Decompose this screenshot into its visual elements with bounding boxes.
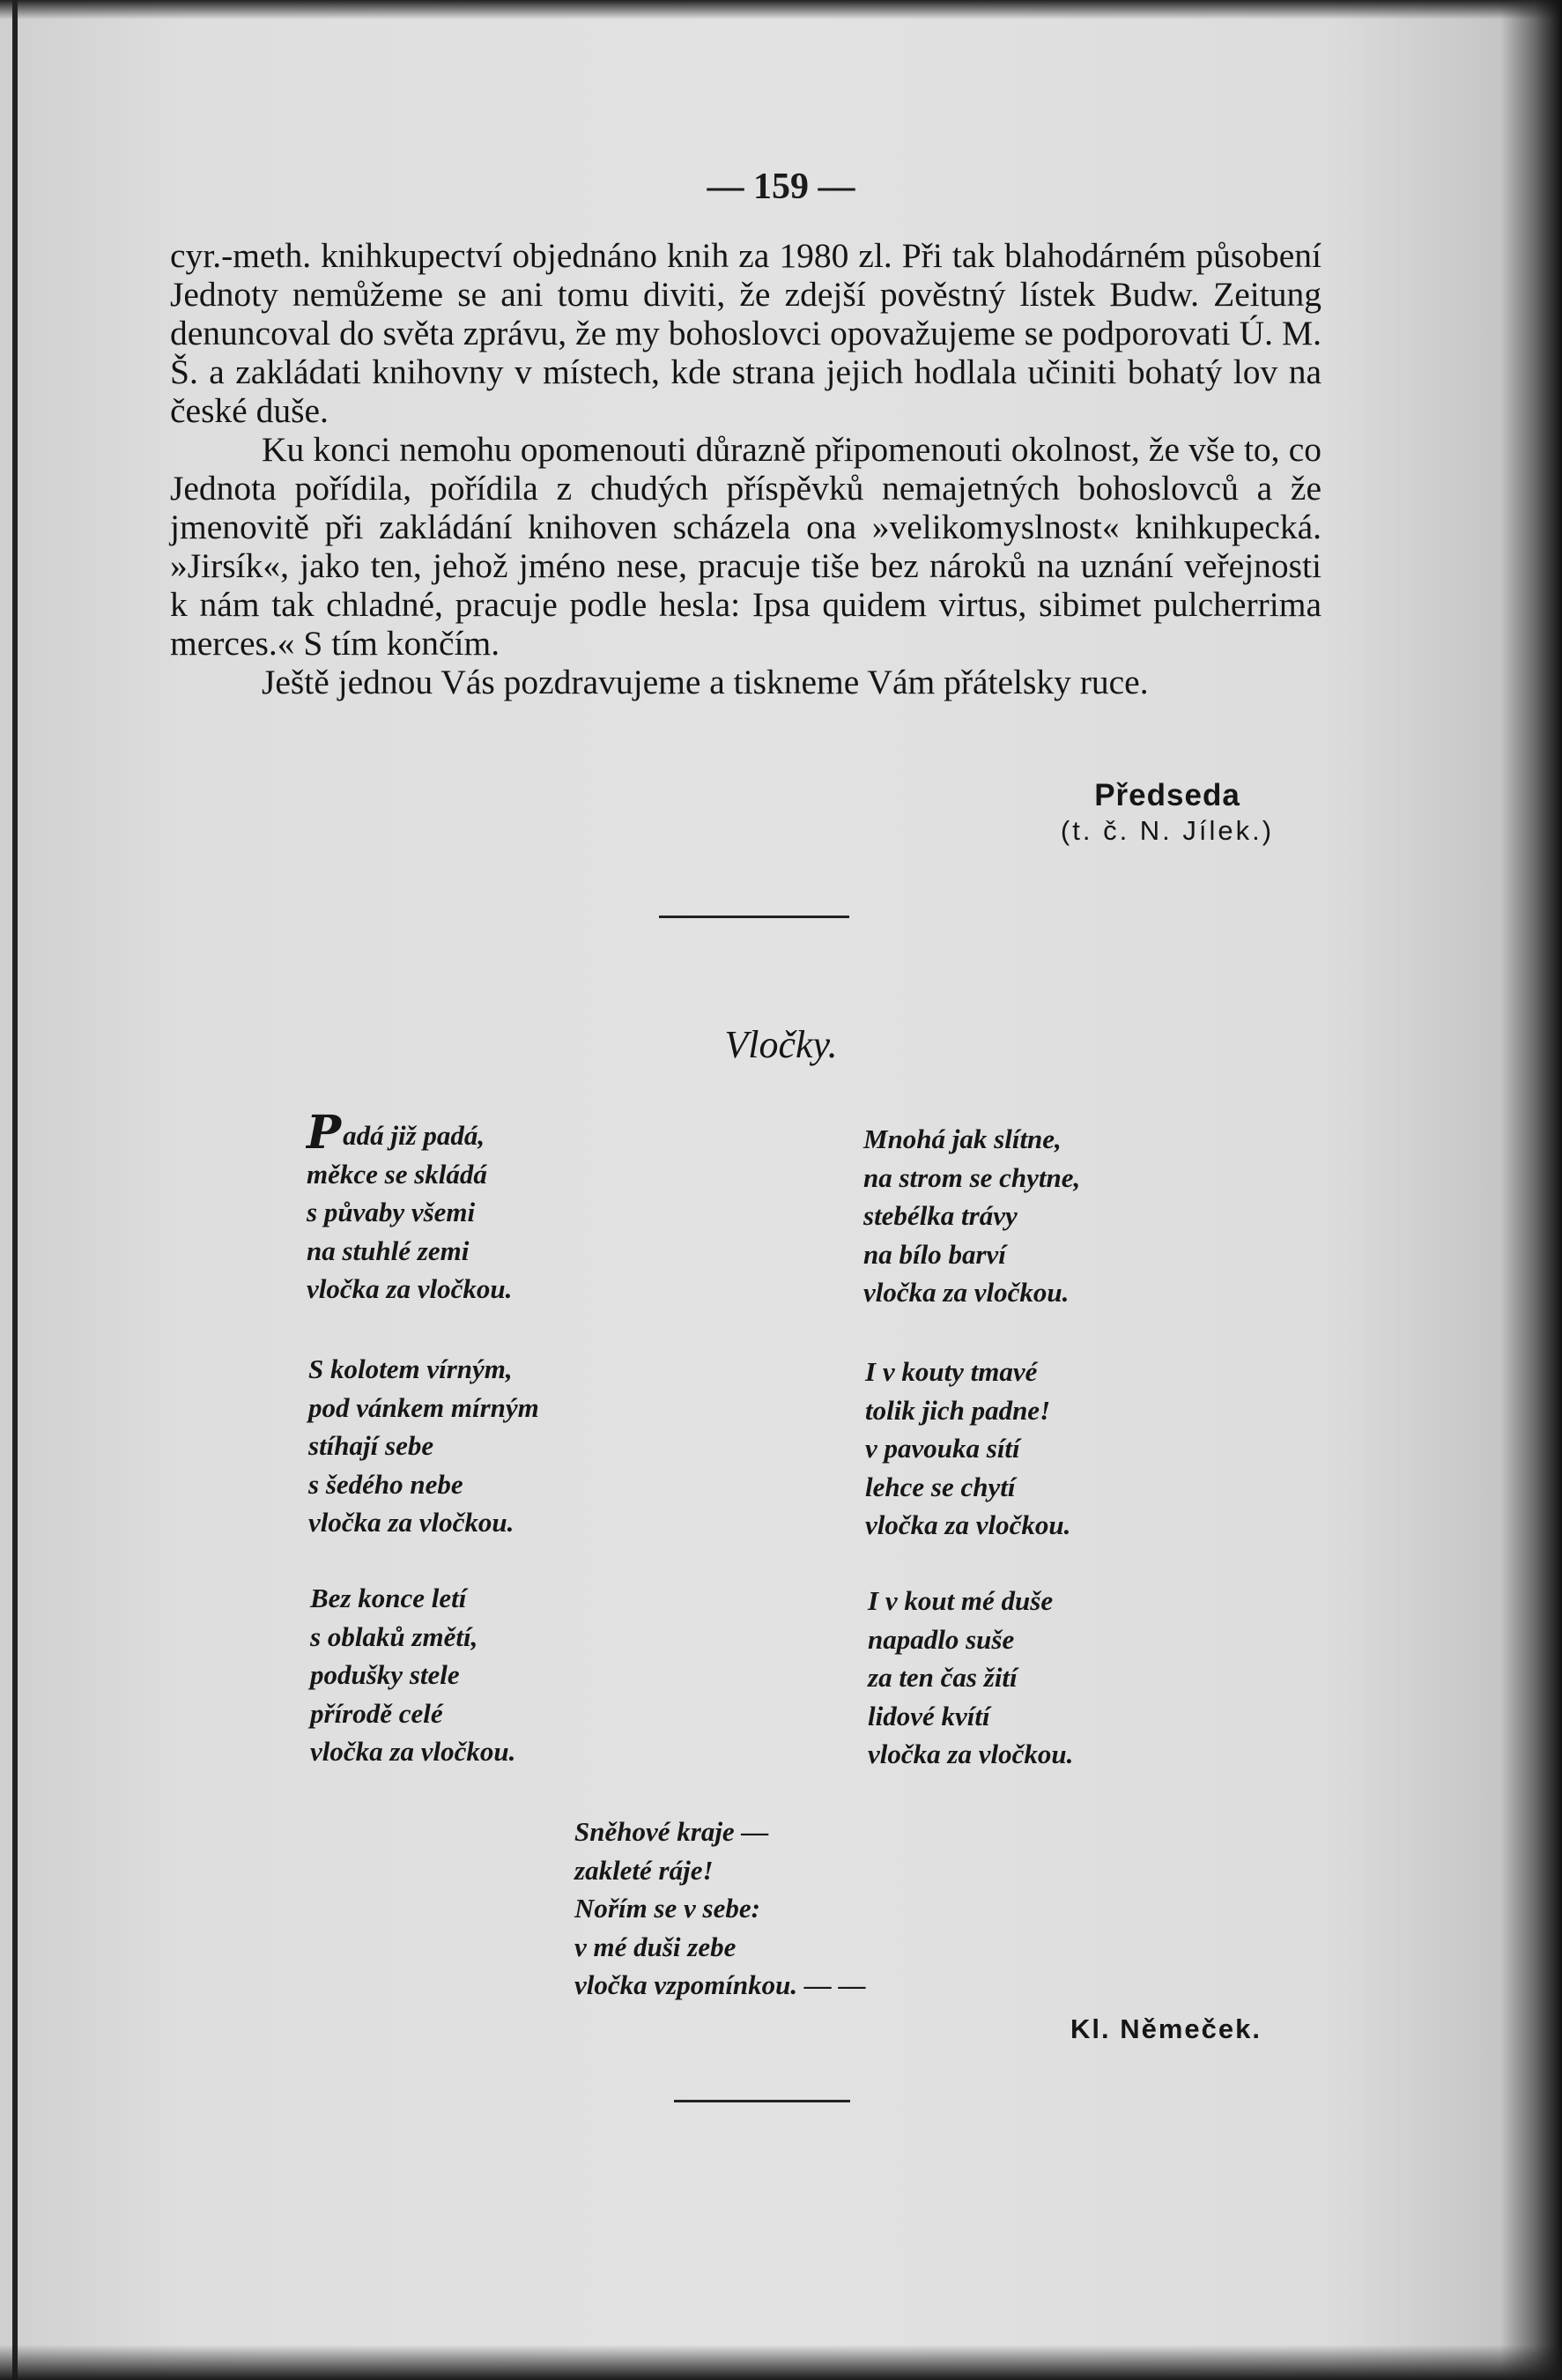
poem-stanza bbox=[307, 1106, 800, 1309]
scan-shadow-top bbox=[0, 0, 1562, 19]
poem-line: tolik jich padne! bbox=[865, 1394, 1051, 1426]
poem-line: vločka za vločkou. bbox=[865, 1509, 1071, 1540]
poem-line: s šedého nebe bbox=[308, 1468, 463, 1500]
poem-line: s oblaků změtí, bbox=[310, 1620, 478, 1652]
poem-stanza bbox=[868, 1582, 1361, 1774]
poem-line: vločka vzpomínkou. — — bbox=[574, 1969, 866, 2000]
poem-line: přírodě celé bbox=[310, 1697, 443, 1729]
poem-line: na strom se chytne, bbox=[863, 1161, 1081, 1193]
poem-line: adá již padá, bbox=[343, 1120, 485, 1151]
scan-shadow-right bbox=[1500, 0, 1562, 2380]
poem-line: podušky stele bbox=[310, 1659, 460, 1690]
letter-body bbox=[170, 236, 1321, 701]
poem-line: vločka za vločkou. bbox=[308, 1507, 514, 1538]
poem-line: pod vánkem mírným bbox=[308, 1391, 539, 1423]
paragraph: Ku konci nemohu opomenouti důrazně připomenouti okolnost, že vše to, co Jednota pořídila, pořídila z chudých příspěvků nemajetných bohoslovců a že jmenovitě při zakládání knihoven scházela ona »velikomyslnost« knihkupecká. »Jirsík«, jako ten, jehož jméno nese, pracuje tiše bez nároků na uznání veřejnosti k nám tak chladné, pracuje podle hesla: Ipsa quidem virtus, sibimet pulcherrima merces.« S tím končím. bbox=[170, 430, 1321, 663]
poem-line: vločka za vločkou. bbox=[863, 1277, 1070, 1308]
poem-author: Kl. Němeček. bbox=[1070, 2013, 1262, 2044]
poem-line: I v kout mé duše bbox=[868, 1585, 1054, 1616]
poem-line: za ten čas žití bbox=[868, 1662, 1018, 1693]
scan-shadow-bottom bbox=[0, 2345, 1562, 2380]
poem-line: stebélka trávy bbox=[863, 1200, 1018, 1231]
signature-block bbox=[969, 778, 1366, 849]
poem-line: v pavouka sítí bbox=[865, 1433, 1020, 1464]
poem-line: S kolotem vírným, bbox=[308, 1353, 513, 1384]
poem-line: Bez konce letí bbox=[310, 1583, 467, 1613]
section-divider bbox=[659, 916, 849, 918]
poem-stanza bbox=[310, 1579, 803, 1771]
poem-line: na bílo barví bbox=[863, 1238, 1006, 1270]
poem-line: vločka za vločkou. bbox=[307, 1273, 513, 1304]
poem-stanza bbox=[574, 1813, 1068, 2005]
poem-line: zakleté ráje! bbox=[574, 1854, 714, 1886]
poem-line: vločka za vločkou. bbox=[868, 1739, 1074, 1769]
signature-name: (t. č. N. Jílek.) bbox=[1060, 815, 1275, 846]
poem-stanza bbox=[865, 1353, 1358, 1545]
paragraph: cyr.-meth. knihkupectví objednáno knih za 1980 zl. Při tak blahodárném působení Jednoty nemůžeme se ani tomu diviti, že zdejší pověstný lístek Budw. Zeitung denuncoval do světa zprávu, že my bohoslovci opovažujeme se podporovati Ú. M. Š. a zakládati knihovny v místech, kde strana jejich hodlala učiniti bohatý lov na české duše. bbox=[170, 236, 1321, 430]
poem-stanza bbox=[863, 1120, 1357, 1312]
page-number: — 159 — bbox=[707, 167, 855, 207]
poem-line: na stuhlé zemi bbox=[307, 1234, 470, 1266]
poem-line: měkce se skládá bbox=[307, 1158, 487, 1190]
poem-line: vločka za vločkou. bbox=[310, 1736, 516, 1767]
poem-line: Mnohá jak slítne, bbox=[863, 1123, 1062, 1154]
paragraph: Ještě jednou Vás pozdravujeme a tiskneme Vám přátelsky ruce. bbox=[262, 663, 1149, 701]
poem-line: lehce se chytí bbox=[865, 1471, 1016, 1502]
poem-line: lidové kvítí bbox=[868, 1700, 990, 1731]
poem-line: Nořím se v sebe: bbox=[574, 1893, 760, 1924]
signature-title: Předseda bbox=[1094, 778, 1240, 812]
poem-stanza bbox=[308, 1350, 802, 1542]
ornamental-dropcap: P bbox=[307, 1106, 342, 1160]
poem-line: v mé duši zebe bbox=[574, 1931, 737, 1962]
poem-line: s půvaby všemi bbox=[307, 1197, 476, 1227]
poem-line: stíhají sebe bbox=[308, 1430, 434, 1461]
poem-line: napadlo suše bbox=[868, 1623, 1015, 1655]
page-binding-edge bbox=[12, 0, 18, 2380]
poem-title: Vločky. bbox=[724, 1023, 838, 1066]
poem-line: Sněhové kraje — bbox=[574, 1816, 769, 1847]
poem-line: I v kouty tmavé bbox=[865, 1356, 1038, 1387]
section-divider bbox=[674, 2100, 850, 2102]
